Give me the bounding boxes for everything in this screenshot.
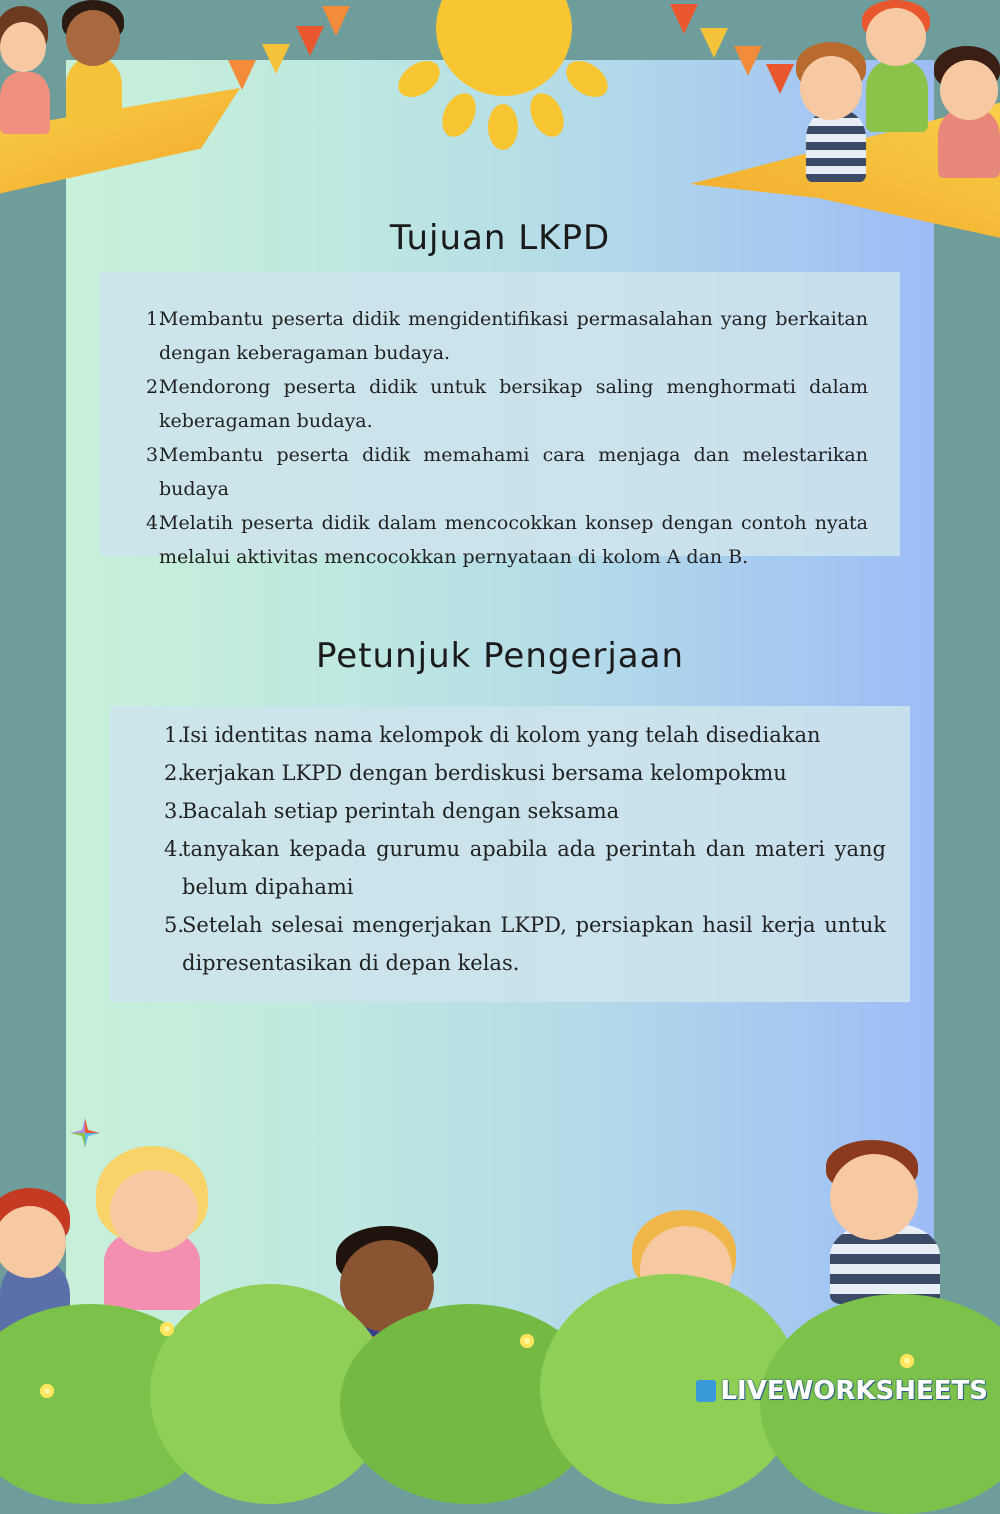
bunting-flag bbox=[734, 46, 762, 76]
item-number: 1. bbox=[164, 723, 185, 747]
list-item bbox=[164, 906, 886, 982]
bunting-flag bbox=[228, 60, 256, 90]
item-number: 2. bbox=[146, 376, 165, 398]
liveworksheets-logo bbox=[696, 1376, 988, 1406]
item-number: 4. bbox=[146, 512, 165, 534]
section-title-tujuan: Tujuan LKPD bbox=[389, 218, 611, 258]
tujuan-box bbox=[100, 272, 900, 568]
list-item bbox=[146, 302, 868, 370]
petunjuk-box bbox=[110, 706, 910, 1002]
petunjuk-list bbox=[164, 716, 886, 982]
bunting-flag bbox=[322, 6, 350, 36]
item-text: Bacalah setiap perintah dengan seksama bbox=[182, 799, 620, 823]
item-text: kerjakan LKPD dengan berdiskusi bersama kelompokmu bbox=[182, 761, 787, 785]
item-number: 3. bbox=[146, 444, 165, 466]
tujuan-list bbox=[146, 302, 868, 574]
bunting-flag bbox=[262, 44, 290, 74]
list-item bbox=[164, 716, 886, 754]
item-text: Mendorong peserta didik untuk bersikap saling menghormati dalam keberagaman budaya. bbox=[159, 376, 868, 432]
item-number: 2. bbox=[164, 761, 185, 785]
sun-ray bbox=[488, 104, 518, 150]
list-item bbox=[164, 754, 886, 792]
item-number: 3. bbox=[164, 799, 185, 823]
bunting-flag bbox=[296, 26, 324, 56]
brand-text: LIVEWORKSHEETS bbox=[720, 1376, 988, 1406]
item-number: 4. bbox=[164, 837, 185, 861]
item-text: Membantu peserta didik memahami cara menjaga dan melestarikan budaya bbox=[159, 444, 868, 500]
list-item bbox=[146, 370, 868, 438]
item-number: 5. bbox=[164, 913, 185, 937]
list-item bbox=[146, 438, 868, 506]
section-title-petunjuk: Petunjuk Pengerjaan bbox=[315, 636, 685, 676]
item-text: Isi identitas nama kelompok di kolom yang telah disediakan bbox=[182, 723, 821, 747]
item-text: Melatih peserta didik dalam mencocokkan konsep dengan contoh nyata melalui aktivitas mencocokkan pernyataan di kolom A dan B. bbox=[159, 512, 868, 568]
item-text: Setelah selesai mengerjakan LKPD, persiapkan hasil kerja untuk dipresentasikan di depan kelas. bbox=[182, 913, 886, 975]
item-number: 1. bbox=[146, 308, 165, 330]
list-item bbox=[146, 506, 868, 574]
bunting-flag bbox=[766, 64, 794, 94]
bunting-flag bbox=[670, 4, 698, 34]
list-item bbox=[164, 792, 886, 830]
bunting-flag bbox=[700, 28, 728, 58]
list-item bbox=[164, 830, 886, 906]
logo-icon bbox=[696, 1380, 716, 1402]
item-text: Membantu peserta didik mengidentifikasi permasalahan yang berkaitan dengan keberagaman budaya. bbox=[159, 308, 868, 364]
item-text: tanyakan kepada gurumu apabila ada perintah dan materi yang belum dipahami bbox=[182, 837, 886, 899]
